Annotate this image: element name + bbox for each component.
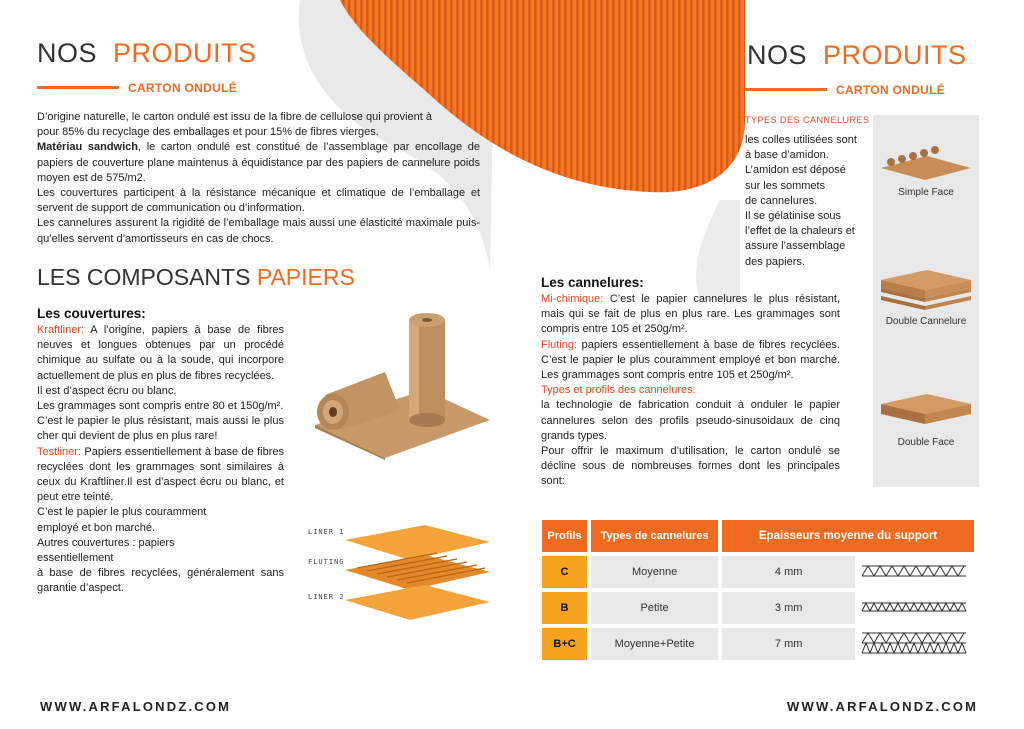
- table-header-row: [542, 520, 974, 552]
- colles-text: [745, 133, 862, 270]
- right-subtitle: CARTON ONDULÉ: [836, 83, 946, 97]
- table-row: [542, 592, 974, 624]
- fluting-paragraph: [541, 338, 840, 384]
- testliner-label: Testliner:: [37, 445, 82, 458]
- colles-line: l’effet de la chaleurs et: [745, 225, 855, 238]
- couvertures-paragraph: Les couvertures participent à la résistance mécanique et climatique de l’emballage et servent de support de communication ou d’information.: [37, 187, 480, 215]
- double-face-image: [877, 390, 975, 432]
- diagram-label-liner1: LINER 1: [308, 528, 345, 536]
- row-type: Petite: [591, 592, 718, 624]
- left-subtitle: CARTON ONDULÉ: [128, 81, 238, 95]
- row-profil: B: [542, 592, 587, 624]
- header-types: Types de cannelures: [591, 520, 718, 552]
- flute-profile-c-icon: [860, 563, 968, 579]
- profils-table: [538, 516, 978, 664]
- kraftliner-block: [37, 323, 284, 597]
- kraft-line-2: Il est d’aspect écru ou blanc.: [37, 384, 177, 397]
- header-profils: Profils: [542, 520, 587, 552]
- flute-profile-bc-icon: [860, 631, 968, 655]
- intro-text: [37, 110, 480, 247]
- sandwich-label: Matériau sandwich: [37, 141, 138, 154]
- double-cannelure-image: [877, 268, 975, 313]
- kraftliner-label: Kraftliner:: [37, 324, 85, 336]
- mi-chimique-label: Mi-chimique:: [541, 293, 604, 305]
- intro-line-1: D’origine naturelle, le carton ondulé est issu de la fibre de cellulose qui provient à: [37, 111, 433, 123]
- diagram-label-liner2: LINER 2: [308, 593, 345, 601]
- section-title-part2: PAPIERS: [256, 264, 355, 290]
- colles-line: à base d’amidon.: [745, 149, 829, 162]
- type-simple-face-label: Simple Face: [898, 187, 954, 198]
- table-row: [542, 556, 974, 588]
- left-footer-url[interactable]: WWW.ARFALONDZ.COM: [40, 699, 232, 714]
- colles-line: sur les sommets: [745, 179, 826, 192]
- colles-line: Il se gélatinise sous: [745, 210, 841, 223]
- type-double-cannelure-label: Double Cannelure: [885, 316, 967, 327]
- fluting-text: papiers essentiellement à base de fibres recyclées. C’est le papier le plus couramment employé et bon marché. Les grammages sont compris entre 105 et 250g/m².: [541, 338, 840, 382]
- test-line-5: essentiellement: [37, 552, 114, 565]
- types-profils-label: Types et profils des cannelures:: [541, 384, 696, 397]
- colles-line: L’amidon est déposé: [745, 164, 846, 177]
- row-epaisseur: 7 mm: [722, 628, 855, 660]
- section-title-part1: LES COMPOSANTS: [37, 264, 251, 290]
- cannelures-heading: Les cannelures:: [541, 275, 644, 290]
- title-word-produits: PRODUITS: [823, 40, 967, 70]
- kraftliner-text: A l’origine, papiers à base de fibres neuves et longues obtenues par un procédé chimique au sulfate ou à la soude, qui incorpore actuellement de plus en plus de fibres recyclées.: [37, 324, 284, 382]
- flute-profile-c: [859, 556, 974, 588]
- diagram-label-fluting: FLUTING: [308, 558, 345, 566]
- flute-profile-b: [859, 592, 974, 624]
- couvertures-heading: Les couvertures:: [37, 306, 146, 321]
- sandwich-paragraph: [37, 140, 480, 186]
- intro-line-2: pour 85% du recyclage des emballages et pour 15% de fibres vierges.: [37, 126, 379, 139]
- right-page-title: [747, 40, 967, 71]
- title-underline: [37, 86, 119, 89]
- left-page-title: [37, 38, 257, 69]
- test-line-4: Autres couvertures : papiers: [37, 536, 175, 549]
- mi-chimique-text: C’est le papier cannelures le plus résistant, mais qui se fait de plus en plus rare. Les grammages sont compris entre 105 et 250g/m².: [541, 293, 840, 336]
- sandwich-text: , le carton ondulé est constitué de l’assemblage par encollage de papiers de couverture plane maintenus à équidistance par des papiers de cannelure poids moyen est de 575/m2.: [37, 141, 480, 184]
- liner-fluting-diagram: [305, 520, 495, 640]
- colles-line: assure l’assemblage: [745, 240, 846, 253]
- gray-swoosh-shape-2: [696, 200, 740, 300]
- kraft-paper-roll-image: [305, 310, 495, 460]
- title-word-nos: NOS: [37, 38, 98, 68]
- test-line-6: à base de fibres recyclées, généralement sans garantie d’aspect.: [37, 567, 284, 595]
- header-epaisseurs: Epaisseurs moyenne du support: [722, 520, 974, 552]
- cannelures-text: [541, 292, 840, 490]
- colles-line: les colles utilisées sont: [745, 134, 857, 146]
- test-line-3: employé et bon marché.: [37, 521, 156, 534]
- types-cannelures-header: TYPES DES CANNELURES: [745, 115, 870, 125]
- testliner-paragraph: [37, 445, 284, 506]
- cannelures-paragraph: Les cannelures assurent la rigidité de l’emballage mais aussi une élasticité maximale puis-qu’elles servent d’amortisseurs en cas de chocs.: [37, 217, 480, 245]
- flute-profile-b-icon: [860, 599, 968, 615]
- kraftliner-paragraph: [37, 323, 284, 384]
- right-footer-url[interactable]: WWW.ARFALONDZ.COM: [787, 699, 979, 714]
- title-word-produits: PRODUITS: [113, 38, 257, 68]
- row-epaisseur: 4 mm: [722, 556, 855, 588]
- title-word-nos: NOS: [747, 40, 808, 70]
- test-line-2: C’est le papier le plus couramment: [37, 506, 207, 519]
- row-type: Moyenne+Petite: [591, 628, 718, 660]
- mi-chimique-paragraph: [541, 292, 840, 338]
- maximum-text: Pour offrir le maximum d’utilisation, le carton ondulé se décline sous de nombreuses formes dont les principales sont:: [541, 445, 840, 488]
- row-profil: B+C: [542, 628, 587, 660]
- right-title-underline: [745, 88, 827, 91]
- simple-face-image: [877, 140, 975, 182]
- kraft-line-4: C’est le papier le plus résistant, mais aussi le plus cher qui devient de plus en plus rare!: [37, 415, 284, 443]
- kraft-line-3: Les grammages sont compris entre 80 et 150g/m².: [37, 400, 284, 413]
- section-title: [37, 264, 355, 291]
- testliner-text: Papiers essentiellement à base de fibres recyclées dont les grammages sont similaires à ceux du Kraftliner.Il est d’aspect écru ou blanc, et peut etre teinté.: [37, 445, 284, 504]
- row-epaisseur: 3 mm: [722, 592, 855, 624]
- types-profils-text: la technologie de fabrication conduit à onduler le papier cannelures selon des profils pseudo-sinusoidaux de cinq grands types.: [541, 399, 840, 442]
- colles-line: de cannelures.: [745, 194, 818, 207]
- row-profil: C: [542, 556, 587, 588]
- flute-profile-bc: [859, 628, 974, 660]
- table-row: [542, 628, 974, 660]
- type-double-face-label: Double Face: [897, 437, 955, 448]
- row-type: Moyenne: [591, 556, 718, 588]
- colles-line: des papiers.: [745, 255, 805, 268]
- fluting-label: Fluting:: [541, 338, 578, 351]
